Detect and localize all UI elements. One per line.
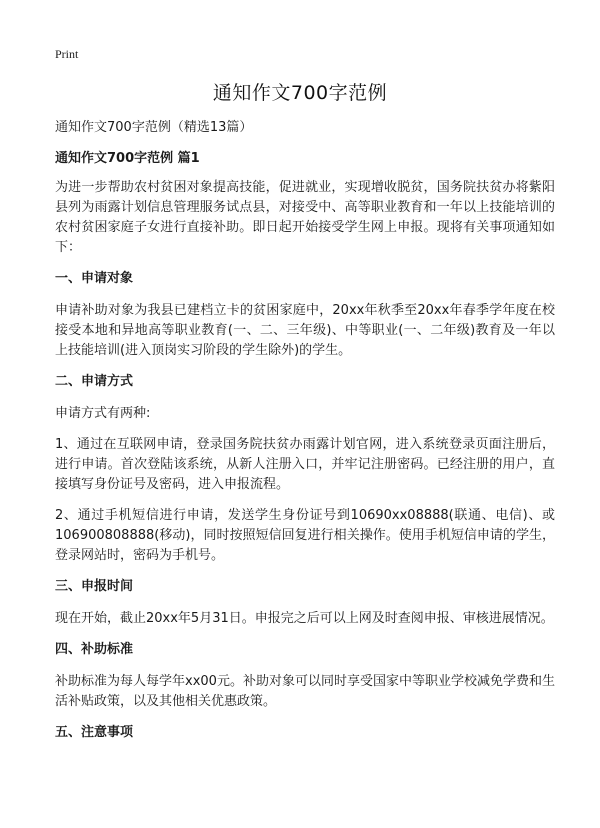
document-subtitle: 通知作文700字范例（精选13篇） [55,120,253,135]
section-text-method-sms: 2、通过手机短信进行申请，发送学生身份证号到10690xx08888(联通、电信)、或106900808888(移动)，同时按照短信回复进行相关操作。使用手机短信申请的学生，登录网站时，密码为手机号。 [55,508,555,563]
section-heading-method: 二、申请方式 [55,374,134,389]
document-body [55,118,555,755]
intro-paragraph: 为进一步帮助农村贫困对象提高技能，促进就业，实现增收脱贫，国务院扶贫办将紫阳县列为雨露计划信息管理服务试点县，对接受中、高等职业教育和一年以上技能培训的农村贫困家庭子女进行直接补助。即日起开始接受学生网上申报。现将有关事项通知如下： [55,180,555,255]
print-link[interactable]: Print [55,47,79,61]
section-heading-applicants: 一、申请对象 [55,271,134,286]
section-text-method-intro: 申请方式有两种: [55,406,151,421]
section-heading-time: 三、申报时间 [55,579,134,594]
section-text-method-online: 1、通过在互联网申请，登录国务院扶贫办雨露计划官网，进入系统登录页面注册后，进行申请。首次登陆该系统，从新人注册入口，并牢记注册密码。已经注册的用户，直接填写身份证号及密码，进入申报流程。 [55,437,555,492]
article-title: 通知作文700字范例 篇1 [55,151,200,166]
section-text-standard: 补助标准为每人每学年xx00元。补助对象可以同时享受国家中等职业学校减免学费和生活补贴政策，以及其他相关优惠政策。 [55,674,555,709]
page-title: 通知作文700字范例 [212,82,388,104]
section-text-applicants: 申请补助对象为我县已建档立卡的贫困家庭中，20xx年秋季至20xx年春季学年度在校接受本地和异地高等职业教育(一、二、三年级)、中等职业(一、二年级)教育及一年以上技能培训(进入顶岗实习阶段的学生除外)的学生。 [55,303,555,358]
section-heading-standard: 四、补助标准 [55,642,134,657]
section-heading-notes: 五、注意事项 [55,725,134,740]
section-text-time: 现在开始，截止20xx年5月31日。申报完之后可以上网及时查阅申报、审核进展情况。 [55,611,554,626]
